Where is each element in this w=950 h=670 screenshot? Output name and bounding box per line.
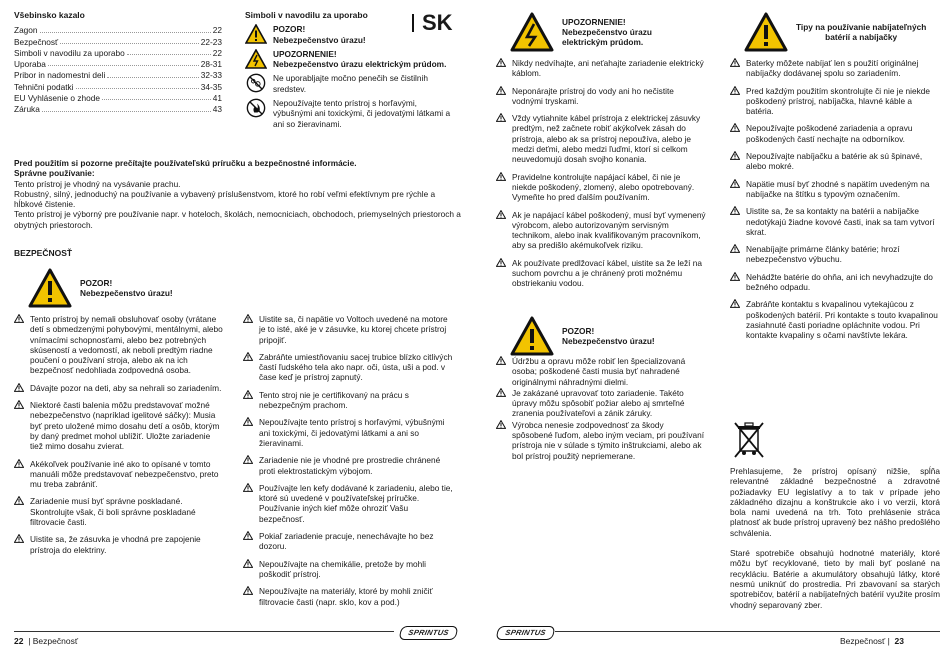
caution-box-2 — [510, 316, 655, 356]
list-item — [730, 299, 942, 340]
caution-title: POZOR! — [80, 277, 113, 288]
list-item-text: Akékoľvek používanie iné ako to opísané v tomto manuáli môže predstavovať nebezpečenstvo, preto mu treba zabrániť. — [30, 458, 219, 490]
warning-bullet-icon — [496, 172, 506, 181]
footer-right-label: Bezpečnosť — [840, 636, 886, 646]
list-item — [14, 400, 224, 451]
caution-title-2: POZOR! — [562, 325, 595, 336]
list-item — [243, 559, 455, 580]
caution-text-2: Nebezpečenstvo úrazu! — [562, 336, 655, 346]
list-item — [730, 272, 942, 293]
battery-tips-box — [744, 12, 926, 52]
electric-warning-box — [510, 12, 652, 52]
warning-bullet-icon — [14, 400, 24, 409]
warning-bullet-icon — [496, 58, 506, 67]
warning-bullet-icon — [496, 113, 506, 122]
brand-logo: SPRINTUS — [399, 626, 459, 640]
list-item-text: Uistite sa, že zásuvka je vhodná pre zapojenie prístroja do elektriny. — [30, 534, 201, 555]
page-number-left: 22 — [14, 636, 24, 646]
warning-bullet-icon — [14, 534, 24, 543]
warning-bullet-icon — [730, 151, 740, 160]
warning-bullet-icon — [243, 455, 253, 464]
symbol-no-foam-text: Ne uporabljajte močno penečih se čistilnih sredstev. — [273, 73, 428, 94]
list-item — [496, 210, 706, 251]
warning-bullet-icon — [243, 531, 253, 540]
list-item-text: Niektoré časti balenia môžu predstavovať možné nebezpečenstvo (napríklad igelitové sáčky): Musia byť preto uložené mimo dosahu detí a osôb, ktorým by daný predmet mohol ublížiť. Uložte zariadenie tiež mimo dosahu zvierat. — [30, 400, 220, 452]
warning-bullet-icon — [14, 459, 24, 468]
list-item-text: Zariadenie nie je vhodné pre prostredie chránené proti elektrostatickým výbojom. — [259, 455, 441, 476]
list-item — [14, 496, 224, 527]
list-item-text: Nehádžte batérie do ohňa, ani ich nevyhadzujte do bežného odpadu. — [746, 271, 933, 293]
footer-left-label: Bezpečnosť — [32, 636, 79, 646]
list-item-text: Používajte len kefy dodávané k zariadeniu, alebo tie, ktoré sú uvedené v používateľskej príručke. Používanie iných kief môže ohroziť Vašu bezpečnosť. — [259, 482, 453, 524]
warning-bullet-icon — [496, 356, 506, 365]
language-code — [412, 10, 453, 36]
toc-leader — [127, 54, 211, 55]
toc-leader — [40, 32, 211, 33]
toc-row — [14, 103, 222, 114]
list-item — [730, 58, 942, 79]
toc-row — [14, 69, 222, 80]
intro-section — [14, 158, 464, 230]
intro-line: Tento prístroj je výborný pre používanie napr. v hoteloch, školách, nemocniciach, obchodoch, priemyselných priestoroch a obytných priestoroch. — [14, 209, 461, 230]
section-title: BEZPEČNOSŤ — [14, 248, 73, 258]
table-of-contents — [14, 10, 222, 115]
safety-column-3b — [496, 356, 706, 462]
caution-text: Nebezpečenstvo úrazu! — [80, 288, 173, 298]
list-item-text: Nepoužívajte poškodené zariadenia a opravu poškodených častí nechajte na odborníkov. — [746, 123, 913, 144]
warning-bullet-icon — [730, 86, 740, 95]
intro-line: Robustný, silný, jednoduchý na používanie a vybavený príslušenstvom, ktoré ho robí veľmi efektívnym pre rýchle a hĺbkové čistenie. — [14, 188, 436, 210]
page-number-right: 23 — [894, 636, 905, 646]
list-item-text: Nenabíjajte primárne články batérie; hrozí nebezpečenstvo výbuchu. — [746, 244, 900, 265]
list-item-text: Údržbu a opravu môže robiť len špecializovaná osoba; poškodené časti musia byť nahradené originálnymi náhradnými dielmi. — [512, 356, 686, 387]
electric-warning-text-2: elektrickým prúdom. — [562, 37, 644, 48]
toc-leader — [102, 99, 211, 100]
list-item-text: Baterky môžete nabíjať len s použití originálnej nabíjačky dodávanej spolu so zariadením. — [746, 58, 919, 79]
list-item-text: Tento stroj nie je certifikovaný na prácu s nebezpečným prachom. — [259, 389, 409, 411]
list-item — [243, 390, 455, 411]
toc-page: 41 — [212, 93, 222, 104]
symbol-row-no-foam — [245, 73, 455, 94]
warning-bullet-icon — [243, 586, 253, 595]
warning-bullet-icon — [243, 417, 253, 426]
symbols-title: Simboli v navodilu za uporabo — [245, 10, 368, 20]
warning-bullet-icon — [243, 352, 253, 361]
safety-column-1 — [14, 314, 224, 562]
list-item — [730, 179, 942, 200]
list-item-text: Zariadenie musí byť správne poskladané. Skontrolujte však, či boli správne poskladané filtrovacie časti. — [30, 496, 196, 528]
list-item — [243, 352, 455, 383]
list-item-text: Zabráňte umiestňovaniu sacej trubice blízko citlivých častí ľudského tela ako napr. oči, ústa, uši a pod. v čase keď je prístroj zapnutý. — [259, 351, 453, 383]
symbol-row-no-flammable — [245, 98, 455, 129]
list-item-text: Uistite sa, že sa kontakty na batérii a nabíjačke nedotýkajú žiadne kovové časti, inak sa tam vytvorí skrat. — [746, 206, 935, 237]
battery-tips-title-2: batérií a nabíjačky — [825, 32, 898, 42]
list-item-text: Neponárajte prístroj do vody ani ho nečistite vodnými tryskami. — [512, 85, 674, 106]
list-item — [243, 314, 455, 345]
warning-bullet-icon — [730, 299, 740, 308]
warning-bullet-icon — [14, 496, 24, 505]
list-item-text: Výrobca nenesie zodpovednosť za škody spôsobené ľuďom, alebo iným veciam, pri používaní prístroja nie v súlade s týmito inštrukciami, alebo ak bol prístroj použitý nepriemerane. — [512, 419, 704, 461]
list-item-text: Nikdy nedvíhajte, ani neťahajte zariadenie elektrický káblom. — [512, 58, 704, 79]
list-item-text: Nepoužívajte na chemikálie, pretože by mohli poškodiť prístroj. — [259, 558, 426, 579]
list-item-text: Napätie musí byť zhodné s napätím uvedeným na nabíjačke na štítku s typovým označením. — [746, 178, 930, 199]
intro-line: Tento prístroj je vhodný na vysávanie prachu. — [14, 178, 181, 189]
list-item — [496, 356, 706, 387]
list-item — [243, 455, 455, 476]
list-item-text: Vždy vytiahnite kábel prístroja z elektrickej zásuvky predtým, než začnete robiť akýkoľvek zásah do prístroja, alebo ak sa prístroj nepoužíva, alebo je medzi deťmi, alebo medzi ľuďmi, ktorí si celkom neuvedomujú dosah svojho konania. — [512, 113, 701, 165]
list-item — [496, 258, 706, 289]
toc-row — [14, 36, 222, 47]
list-item — [243, 586, 455, 607]
warning-triangle-icon — [510, 316, 554, 356]
symbol-caution-title: POZOR! — [273, 24, 306, 35]
symbol-electric-text: Nebezpečenstvo úrazu elektrickým prúdom. — [273, 59, 447, 70]
warning-triangle-icon — [28, 268, 72, 308]
electric-warning-icon — [510, 12, 554, 52]
list-item — [14, 459, 224, 490]
toc-page: 34-35 — [200, 81, 222, 92]
warning-bullet-icon — [730, 123, 740, 132]
symbol-electric-title: UPOZORNENIE! — [273, 48, 337, 59]
list-item — [14, 314, 224, 376]
toc-label: Záruka — [14, 104, 40, 115]
list-item-text: Pred každým použitím skontrolujte či nie je niekde poškodený prístroj, nabíjačka, hlavné káble a batéria. — [746, 85, 931, 117]
list-item — [496, 172, 706, 203]
toc-leader — [48, 65, 199, 66]
no-coins-icon — [245, 73, 267, 93]
toc-page: 32-33 — [200, 70, 222, 81]
toc-row — [14, 81, 222, 92]
list-item-text: Ak používate predlžovací kábel, uistite sa že leží na suchom povrchu a je chránený proti možnému obstriekaniu vodou. — [512, 257, 703, 289]
list-item — [496, 58, 706, 79]
toc-label: Zagon — [14, 25, 38, 36]
warning-bullet-icon — [496, 420, 506, 429]
list-item — [243, 483, 455, 524]
warning-bullet-icon — [730, 272, 740, 281]
list-item-text: Pokiaľ zariadenie pracuje, nenechávajte ho bez dozoru. — [259, 531, 434, 552]
list-item — [730, 244, 942, 265]
safety-column-2 — [243, 314, 455, 614]
toc-label: Uporaba — [14, 59, 46, 70]
warning-bullet-icon — [496, 258, 506, 267]
caution-box — [28, 268, 173, 308]
footer-divider-left — [14, 631, 394, 632]
toc-page: 22 — [212, 25, 222, 36]
list-item — [14, 534, 224, 555]
list-item — [730, 123, 942, 144]
list-item-text: Nepoužívajte na materiály, ktoré by mohli zničiť filtrovacie časti (napr. sklo, kov a pod.) — [259, 586, 433, 607]
list-item-text: Dávajte pozor na deti, aby sa nehrali so zariadením. — [30, 382, 222, 393]
warning-bullet-icon — [496, 86, 506, 95]
list-item — [243, 417, 455, 448]
warning-bullet-icon — [243, 314, 253, 323]
crossed-bin-icon — [732, 420, 766, 460]
list-item-text: Nepoužívajte tento prístroj s horľavými, výbušnými ani toxickými, či jedovatými látkami a ani so žieravinami. — [259, 417, 445, 448]
warning-bullet-icon — [243, 559, 253, 568]
warning-triangle-icon — [245, 24, 267, 44]
recycling-text: Staré spotrebiče obsahujú hodnotné materiály, ktoré môžu byť recyklované, tieto by mali byť poslané na recykláciu. Batérie a akumulátory obsahujú látky, ktoré nesmú uniknúť do prostredia. Pri zbavovaní sa starých spotrebičov, batérií a nabíjateľných batérií využite prosím vhodný separovaný zber. — [730, 548, 940, 610]
brand-logo: SPRINTUS — [496, 626, 556, 640]
symbol-caution-text: Nebezpečenstvo úrazu! — [273, 34, 366, 45]
list-item-text: Tento prístroj by nemali obsluhovať osoby (vrátane detí s obmedzenými pohybovými, mentálnymi, alebo vnímacími schopnosťami, alebo bez potrebných skúseností a vedomostí, ak neboli predtým riadne poučení o používaní stroja, alebo ak na ich bezpečnosť nedohliada zodpovedná osoba. — [30, 314, 223, 376]
list-item-text: Je zakázané upravovať toto zariadenie. Takéto úpravy môžu spôsobiť požiar alebo aj smrteľné zranenia používateľovi a zánik záruky. — [512, 387, 685, 419]
list-item-text: Ak je napájací kábel poškodený, musí byť vymenený výrobcom, alebo autorizovaným servisným technikom, alebo inak kvalifikovaným pracovníkom, aby sa predišlo akémukoľvek riziku. — [512, 209, 706, 251]
toc-label: Tehnični podatki — [14, 81, 74, 92]
electric-warning-title: UPOZORNENIE! — [562, 16, 626, 27]
toc-label: Bezpečnosť — [14, 36, 59, 47]
toc-leader — [60, 43, 199, 44]
safety-column-3 — [496, 58, 706, 296]
warning-triangle-icon — [744, 12, 788, 52]
symbol-row-electric — [245, 49, 455, 70]
toc-row — [14, 24, 222, 35]
toc-page: 22 — [212, 47, 222, 58]
list-item — [243, 531, 455, 552]
list-item — [730, 151, 942, 172]
declaration-section — [730, 466, 940, 620]
toc-page: 43 — [212, 104, 222, 115]
warning-bullet-icon — [730, 206, 740, 215]
electric-warning-icon — [245, 49, 267, 69]
warning-bullet-icon — [14, 383, 24, 392]
list-item-text: Zabráňte kontaktu s kvapalinou vytekajúcou z poškodených batérií. Pri kontakte s touto kvapalinou zasiahnuté časti poriadne opláchnite vodou. Pri kontakte kvapaliny s očami navštívte lekára. — [746, 299, 938, 341]
list-item — [496, 388, 706, 419]
toc-row — [14, 58, 222, 69]
toc-label: Simboli v navodilu za uporabo — [14, 47, 125, 58]
list-item — [14, 383, 224, 393]
intro-subheading: Správne používanie: — [14, 168, 95, 179]
toc-row — [14, 92, 222, 103]
footer-right: Bezpečnosť | 23 — [840, 636, 905, 646]
language-code-text: SK — [422, 10, 453, 35]
no-flammable-icon — [245, 98, 267, 118]
list-item — [730, 86, 942, 117]
battery-tips-title: Tipy na používanie nabíjateľných — [796, 21, 927, 32]
warning-bullet-icon — [14, 314, 24, 323]
list-item-text: Nepoužívajte nabíjačku a batérie ak sú špinavé, alebo mokré. — [746, 151, 923, 172]
toc-leader — [76, 88, 199, 89]
list-item — [496, 113, 706, 164]
warning-bullet-icon — [730, 244, 740, 253]
warning-bullet-icon — [496, 388, 506, 397]
toc-leader — [42, 111, 211, 112]
toc-title: Všebinsko kazalo — [14, 10, 85, 20]
warning-bullet-icon — [496, 210, 506, 219]
list-item — [730, 206, 942, 237]
toc-leader — [107, 77, 198, 78]
declaration-text: Prehlasujeme, že prístroj opísaný nižšie, spĺňa relevantné základné bezpečnostné a zdravotné požiadavky EU legislatívy a to tak v prípade jeho základného dizajnu a konštrukcie ako i vo verzii, ktorá bola nami uvedená na trh. Toto prehlásenie stráca platnosť ak bude prístroj upravený bez nášho predošlého schválenia. — [730, 466, 940, 538]
list-item — [496, 86, 706, 107]
list-item-text: Pravidelne kontrolujte napájací kábel, či nie je niekde poškodený, zlomený, alebo opotrebovaný. Vymeňte ho pred ďalším používaním. — [512, 171, 695, 203]
toc-label: Pribor in nadomestni deli — [14, 70, 106, 81]
list-item-text: Uistite sa, či napätie vo Voltoch uvedené na motore je to isté, aké je v zásuvke, ku ktorej chcete prístroj pripojiť. — [259, 314, 448, 345]
list-item — [496, 420, 706, 461]
toc-row — [14, 47, 222, 58]
electric-warning-text: Nebezpečenstvo úrazu — [562, 26, 652, 37]
warning-bullet-icon — [730, 179, 740, 188]
toc-page: 22-23 — [200, 36, 222, 47]
footer-left: 22 | Bezpečnosť — [14, 636, 79, 646]
battery-column — [730, 58, 942, 348]
toc-label: EU Vyhlásenie o zhode — [14, 93, 100, 104]
warning-bullet-icon — [243, 483, 253, 492]
warning-bullet-icon — [243, 390, 253, 399]
intro-heading: Pred použitím si pozorne prečítajte používateľskú príručku a bezpečnostné informácie. — [14, 158, 357, 168]
toc-page: 28-31 — [200, 59, 222, 70]
warning-bullet-icon — [730, 58, 740, 67]
footer-divider-right — [555, 631, 940, 632]
symbol-no-flammable-text: Nepoužívajte tento prístroj s horľavými, výbušnými ani toxickými, či jedovatými látkami a ani so žieravinami. — [273, 98, 451, 129]
